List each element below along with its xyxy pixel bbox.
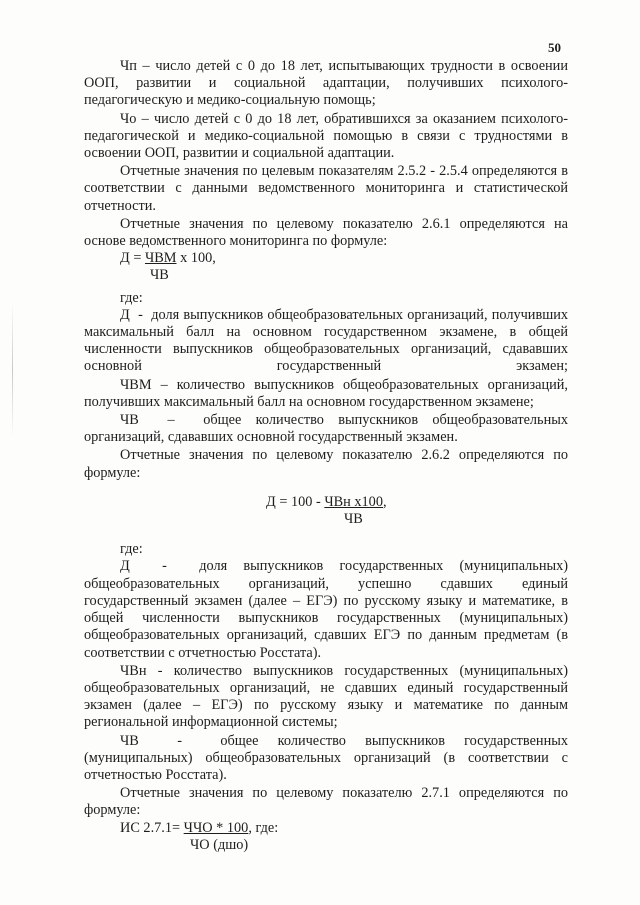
chv2-definition: ЧВ - общее количество выпускников государственных (муниципальных) общеобразовательных организаций (в соответствии с отчетностью Росстата). — [84, 732, 568, 783]
where-label-1: где: — [120, 289, 143, 306]
chvm-definition: ЧВМ – количество выпускников общеобразовательных организаций, получивших максимальный балл на основном государственном экзамене; — [84, 376, 568, 410]
chv1-term: ЧВ — [120, 412, 139, 429]
chv1-text: общее количество выпускников общеобразовательных организаций, сдававших основной государственный экзамен. — [84, 412, 568, 446]
document-body — [84, 58, 568, 854]
d1-text: доля выпускников общеобразовательных организаций, получивших максимальный балл на основном государственном экзамене, в общей численности выпускников общеобразовательных организаций, сдававших основной государственный экзамен; — [84, 306, 569, 375]
formula-1-numerator: ЧВМ — [144, 250, 177, 267]
formula-1 — [120, 250, 568, 267]
paragraph-indicator-2-6-2: Отчетные значения по целевому показателю 2.6.2 определяются по формуле: — [84, 447, 568, 481]
chp-definition: Чп – число детей с 0 до 18 лет, испытывающих трудности в освоении ООП, развитии и социальной адаптации, получивших психолого-педагогическую и медико-социальную помощь; — [84, 58, 568, 109]
chv1-definition: ЧВ – общее количество выпускников общеобразовательных организаций, сдававших основной государственный экзамен. — [84, 412, 568, 446]
formula-3 — [120, 820, 568, 837]
d1-term: Д — [120, 306, 130, 323]
formula-3-denominator: ЧО (дшо) — [190, 836, 249, 853]
d2-definition: Д - доля выпускников государственных (муниципальных) общеобразовательных организаций, успешно сдавших единый государственный экзамен (далее – ЕГЭ) по русскому языку и математике, в общей численности выпускников государственных (муниципальных) общеобразовательных организаций, сдавших ЕГЭ по данным предметам (в соответствии с отчетностью Росстата). — [84, 558, 568, 661]
d1-definition: Д - доля выпускников общеобразовательных организаций, получивших максимальный балл на основном государственном экзамене, в общей численности выпускников общеобразовательных организаций, сдававших основной государственный экзамен; — [84, 306, 569, 375]
formula-3-prefix: ИС 2.7.1= — [120, 819, 184, 836]
page-number: 50 — [548, 40, 561, 55]
formula-1-suffix: х 100, — [176, 250, 216, 267]
formula-3-suffix: , где: — [248, 819, 279, 836]
chvn-definition: ЧВн - количество выпускников государственных (муниципальных) общеобразовательных организаций, не сдавших единый государственный экзамен (далее – ЕГЭ) по русскому языку и математике по данным региональной информационной системы; — [84, 662, 568, 731]
scan-artifact — [12, 300, 13, 440]
where-label-2: где: — [120, 541, 143, 558]
formula-3-numerator: ЧЧО * 100 — [183, 819, 249, 836]
cho-definition: Чо – число детей с 0 до 18 лет, обратившихся за оказанием психолого-педагогической и медико-социальной помощью в связи с трудностями в освоении ООП, развитии и социальной адаптации. — [84, 110, 568, 162]
formula-1-denominator: ЧВ — [150, 267, 169, 284]
d2-text: доля выпускников государственных (муниципальных) общеобразовательных организаций, успешно сдавших единый государственный экзамен (далее – ЕГЭ) по русскому языку и математике, в общей численности выпускников государственных (муниципальных) общеобразовательных организаций, сдавших ЕГЭ по данным предметам (в соответствии с отчетностью Росстата). — [84, 558, 568, 661]
formula-2-numerator: ЧВн х100 — [324, 493, 383, 510]
chv2-text: общее количество выпускников государственных (муниципальных) общеобразовательных организаций (в соответствии с отчетностью Росстата). — [84, 732, 568, 783]
formula-2-suffix: , — [382, 493, 387, 510]
formula-2-denominator: ЧВ — [344, 511, 363, 528]
paragraph-indicators-2-5: Отчетные значения по целевым показателям 2.5.2 - 2.5.4 определяются в соответствии с данными ведомственного мониторинга и статистической отчетности. — [84, 163, 568, 214]
d2-term: Д — [120, 558, 130, 575]
formula-2-prefix: Д = 100 - — [266, 493, 325, 510]
paragraph-indicator-2-6-1: Отчетные значения по целевому показателю 2.6.1 определяются на основе ведомственного мониторинга по формуле: — [84, 215, 568, 250]
formula-1-prefix: Д = — [120, 250, 145, 267]
paragraph-indicator-2-7-1: Отчетные значения по целевому показателю 2.7.1 определяются по формуле: — [84, 785, 568, 819]
formula-2 — [266, 494, 568, 511]
chv2-term: ЧВ — [120, 732, 139, 749]
